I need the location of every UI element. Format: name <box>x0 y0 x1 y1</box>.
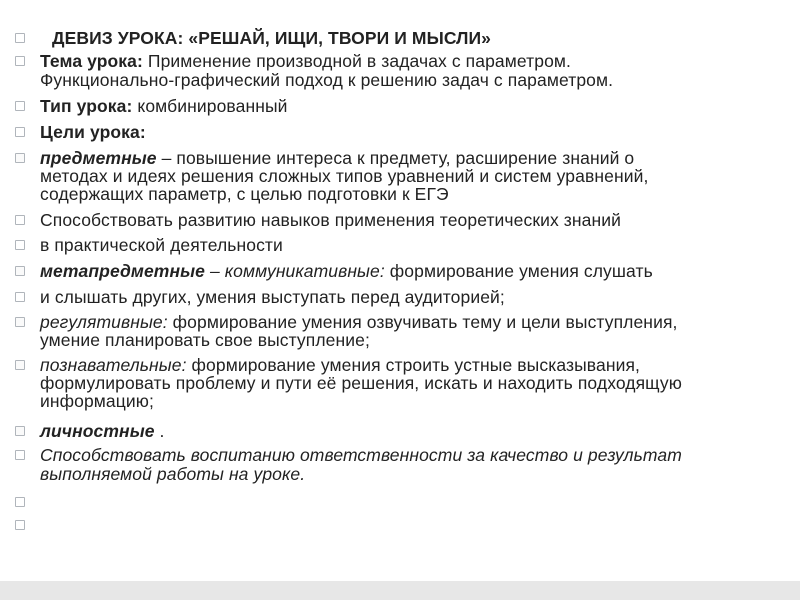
lesson-goals-heading: Цели урока: <box>40 122 146 142</box>
lesson-motto: ДЕВИЗ УРОКА: «РЕШАЙ, ИЩИ, ТВОРИ И МЫСЛИ» <box>52 28 492 48</box>
cognitive-goal-text: формирование умения строить устные высказывания, <box>186 355 640 375</box>
personal-goal-label: личностные <box>40 421 155 441</box>
metasubject-goal-label: метапредметные <box>40 261 206 281</box>
subject-goal-line-2: методах и идеях решения сложных типов уравнений и систем уравнений, <box>40 166 649 186</box>
promote-skills-continued: в практической деятельности <box>40 235 283 255</box>
bullet-icon <box>15 450 25 460</box>
bullet-icon <box>15 520 25 530</box>
cognitive-goal-line-2: формулировать проблему и пути её решения, искать и находить подходящую <box>40 373 682 393</box>
subject-goal-text: – повышение интереса к предмету, расширение знаний о <box>156 148 635 168</box>
promote-skills: Способствовать развитию навыков применения теоретических знаний <box>40 210 622 230</box>
bullet-icon <box>15 497 25 507</box>
lesson-type <box>40 97 800 116</box>
bullet-icon <box>15 266 25 276</box>
bullet-icon <box>15 101 25 111</box>
bullet-icon <box>15 127 25 137</box>
lesson-topic-text: Применение производной в задачах с параметром. <box>142 51 571 71</box>
listen-skills: и слышать других, умения выступать перед аудиторией; <box>40 287 505 307</box>
bullet-icon <box>15 317 25 327</box>
subject-goal <box>40 149 800 168</box>
lesson-topic-label: Тема урока: <box>40 51 143 71</box>
subject-goal-line-3: содержащих параметр, с целью подготовки к ЕГЭ <box>40 184 449 204</box>
bullet-icon <box>15 33 25 43</box>
responsibility-goal-line-2: выполняемой работы на уроке. <box>40 464 306 484</box>
bullet-icon <box>15 56 25 66</box>
cognitive-goal-label: познавательные: <box>40 355 187 375</box>
regulative-goal-line-2: умение планировать свое выступление; <box>40 330 370 350</box>
responsibility-goal: Способствовать воспитанию ответственности за качество и результат <box>40 445 682 465</box>
bullet-icon <box>15 360 25 370</box>
lesson-topic-line-2: Функционально-графический подход к решению задач с параметром. <box>40 70 614 90</box>
lesson-type-value: комбинированный <box>132 96 288 116</box>
regulative-goal-label: регулятивные: <box>40 312 168 332</box>
subject-goal-label: предметные <box>40 148 157 168</box>
regulative-goal <box>40 313 800 332</box>
bullet-icon <box>15 215 25 225</box>
personal-goal <box>40 422 800 441</box>
personal-goal-rest: . <box>154 421 165 441</box>
cognitive-goal <box>40 356 800 375</box>
lesson-topic <box>40 52 800 71</box>
metasubject-goal <box>40 262 800 281</box>
metasubject-goal-sub: – коммуникативные: <box>205 261 385 281</box>
bullet-icon <box>15 240 25 250</box>
metasubject-goal-text: формирование умения слушать <box>384 261 653 281</box>
cognitive-goal-line-3: информацию; <box>40 391 154 411</box>
bullet-icon <box>15 153 25 163</box>
bullet-icon <box>15 426 25 436</box>
bullet-icon <box>15 292 25 302</box>
lesson-type-label: Тип урока: <box>40 96 133 116</box>
bottom-strip <box>0 581 800 600</box>
regulative-goal-text: формирование умения озвучивать тему и цели выступления, <box>167 312 678 332</box>
